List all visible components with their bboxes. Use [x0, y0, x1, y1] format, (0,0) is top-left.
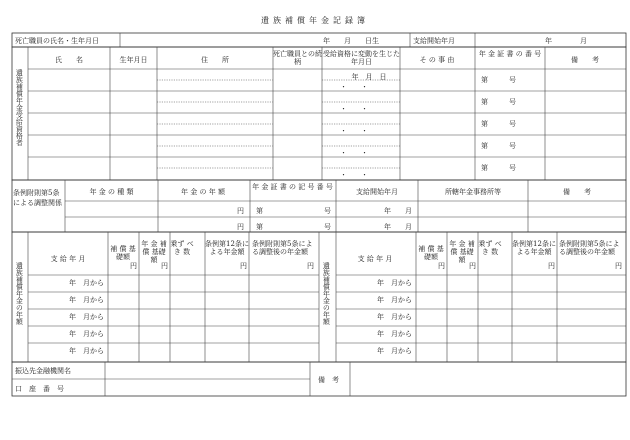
annual-header-base-left: 補 償 基礎額	[110, 245, 136, 262]
period-from-cell: 年 月から	[69, 347, 104, 355]
change-date-hint: 年 月 日	[351, 73, 387, 81]
deceased-label: 死亡職員の氏名・生年月日	[15, 37, 99, 45]
period-from-cell: 年 月から	[69, 313, 104, 321]
adj-header-remarks: 備 考	[563, 188, 591, 196]
yen-unit: 円	[548, 262, 555, 270]
yen-unit: 円	[130, 262, 137, 270]
adj-yen-1: 円	[237, 207, 244, 215]
annual-header-multiplier-right: 乗ず べき 数	[478, 240, 502, 257]
adj-header-start: 支給開始年月	[356, 188, 398, 196]
recipients-side-label: 遺族補償年金受給資格者	[15, 69, 24, 146]
col-header-address: 住 所	[201, 56, 229, 64]
change-date-dots: ・ ・	[340, 149, 368, 157]
cert-number-cell: 第 号	[481, 76, 516, 84]
adj-header-cert: 年 金 証 書 の 記 号 番 号	[252, 183, 333, 191]
cert-number-cell: 第 号	[481, 142, 516, 150]
annual-header-period-left: 支 給 年 月	[50, 255, 86, 263]
change-date-dots: ・ ・	[340, 105, 368, 113]
annual-header-period-right: 支 給 年 月	[357, 255, 393, 263]
footer-remarks-label: 備 考	[318, 376, 339, 384]
annual-side-label-left: 遺族補償年金の年額	[15, 262, 24, 325]
adjustment-side-label: 条例附則第5条による調整関係	[13, 189, 62, 207]
adj-header-pension-type: 年 金 の 種 類	[89, 188, 134, 196]
period-from-cell: 年 月から	[377, 347, 412, 355]
birth-date-suffix: 年 月 日生	[323, 37, 379, 45]
change-date-dots: ・ ・	[340, 83, 368, 91]
adj-header-pension-amount: 年 金 の 年 額	[181, 188, 225, 196]
period-from-cell: 年 月から	[377, 279, 412, 287]
header-frame	[12, 33, 626, 47]
adj-yen-2: 円	[237, 223, 244, 231]
annual-header-art5-left: 条例附則第5条による調整後の年金額	[252, 240, 313, 257]
col-header-birth: 生年月日	[119, 56, 148, 64]
col-header-change-date: 受給資格に変動を生じた年月日	[323, 50, 400, 67]
annual-header-art12-right: 条例第12条による年金額	[512, 240, 556, 257]
cert-number-cell: 第 号	[481, 98, 516, 106]
change-date-dots: ・ ・	[340, 171, 368, 179]
period-from-cell: 年 月から	[69, 279, 104, 287]
cert-number-cell: 第 号	[481, 120, 516, 128]
period-from-cell: 年 月から	[377, 313, 412, 321]
bank-name-label: 振込先金融機関名	[15, 367, 71, 375]
account-number-label: 口 座 番 号	[15, 385, 64, 393]
annual-header-art12-left: 条例第12条による年金額	[205, 240, 249, 257]
cert-number-cell: 第 号	[481, 164, 516, 172]
start-month-suffix: 年 月	[545, 37, 587, 45]
annual-header-pension-base-right: 年 金 補 償 基礎額	[449, 240, 475, 265]
change-date-dots: ・ ・	[340, 127, 368, 135]
period-from-cell: 年 月から	[377, 330, 412, 338]
period-from-cell: 年 月から	[69, 330, 104, 338]
col-header-reason: そ の 事 由	[419, 56, 455, 64]
adj-number-suffix-2: 号	[324, 223, 331, 231]
adj-number-prefix-2: 第	[256, 223, 263, 231]
document-title: 遺族補償年金記録簿	[261, 16, 369, 25]
period-from-cell: 年 月から	[377, 296, 412, 304]
start-month-label: 支給開始年月	[413, 37, 455, 45]
period-from-cell: 年 月から	[69, 296, 104, 304]
col-header-name: 氏 名	[55, 56, 83, 64]
yen-unit: 円	[469, 262, 476, 270]
annual-header-art5-right: 条例附則第5条による調整後の年金額	[559, 240, 620, 257]
annual-header-base-right: 補 償 基礎額	[418, 245, 444, 262]
adj-ym-2: 年 月	[384, 223, 412, 231]
yen-unit: 円	[438, 262, 445, 270]
adj-number-suffix-1: 号	[324, 207, 331, 215]
adj-ym-1: 年 月	[384, 207, 412, 215]
yen-unit: 円	[161, 262, 168, 270]
col-header-cert-number: 年 金 証 書 の 番 号	[478, 50, 542, 58]
yen-unit: 円	[240, 262, 247, 270]
annual-side-label-right: 遺族補償年金の年額	[322, 262, 331, 325]
col-header-remarks: 備 考	[571, 56, 599, 64]
annual-header-multiplier-left: 乗ず べき 数	[170, 240, 194, 257]
adj-header-office: 所轄年金事務所等	[445, 188, 501, 196]
yen-unit: 円	[307, 262, 314, 270]
recipients-frame	[12, 47, 626, 180]
yen-unit: 円	[615, 262, 622, 270]
col-header-relation: 死亡職員との続柄	[273, 50, 322, 67]
annual-header-pension-base-left: 年 金 補 償 基礎額	[141, 240, 167, 265]
adj-number-prefix-1: 第	[256, 207, 263, 215]
